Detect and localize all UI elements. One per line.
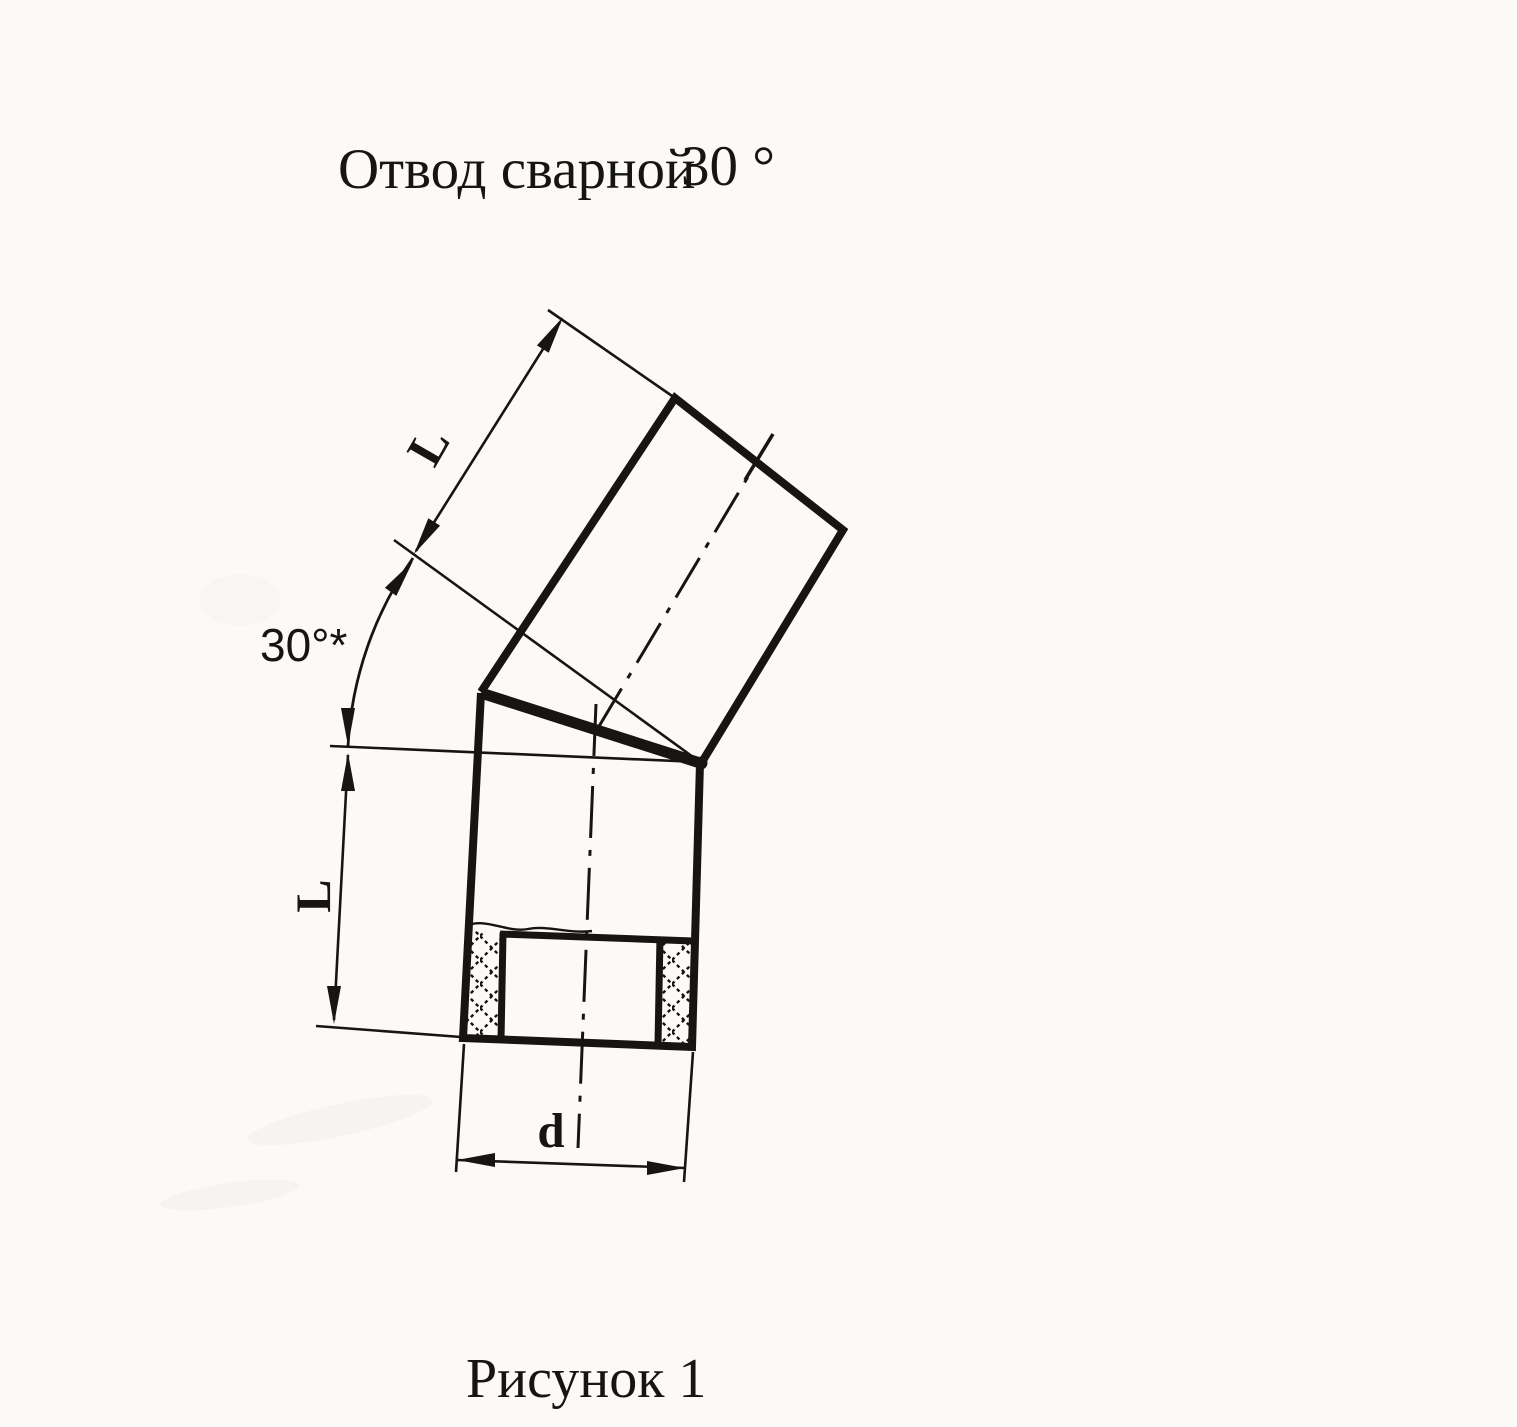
- title-block: [338, 135, 775, 201]
- bore-inner-right-edge: [658, 937, 660, 1044]
- label-angle-30deg: 30°*: [260, 619, 348, 671]
- arrowhead-upper-length-bottom: [414, 518, 440, 554]
- extension-line-upper-top: [548, 310, 675, 398]
- dimension-labels: [260, 418, 565, 1158]
- label-lower-length-L: L: [285, 879, 341, 913]
- figure-caption: Рисунок 1: [466, 1348, 707, 1410]
- arrowhead-lower-length-top: [341, 753, 355, 791]
- centerline-lower-segment: [578, 704, 596, 1148]
- extension-line-d-right: [684, 1052, 693, 1182]
- weld-seam-line: [481, 693, 700, 763]
- extension-line-lower-bottom: [316, 1026, 461, 1037]
- arrowhead-upper-length-top: [537, 317, 563, 353]
- page-title-main: Отвод сварной: [338, 138, 696, 201]
- label-upper-length-L: L: [395, 417, 461, 475]
- arrowhead-d-left: [457, 1153, 495, 1167]
- angle-ray-inclined: [394, 540, 700, 762]
- centerline-upper-segment: [598, 470, 752, 728]
- arrowhead-d-right: [647, 1161, 685, 1175]
- dim-upper-length: [414, 310, 675, 554]
- angle-arc: [348, 558, 413, 746]
- dim-diameter: [456, 1044, 693, 1182]
- scan-smudge: [244, 1085, 437, 1156]
- label-diameter-d: d: [537, 1103, 565, 1158]
- page-title-angle: 30 °: [681, 135, 776, 198]
- bore-inner-left-edge: [501, 933, 503, 1040]
- elbow-body: [463, 398, 843, 1148]
- extension-line-d-left: [456, 1044, 464, 1172]
- arrowhead-arc-bottom: [341, 708, 355, 746]
- break-wavy-line: [466, 923, 592, 931]
- section-cut-top-edge: [500, 934, 693, 941]
- arrowhead-arc-top: [385, 561, 413, 596]
- scan-smudge: [159, 1173, 301, 1216]
- arrowhead-lower-length-bottom: [327, 986, 341, 1024]
